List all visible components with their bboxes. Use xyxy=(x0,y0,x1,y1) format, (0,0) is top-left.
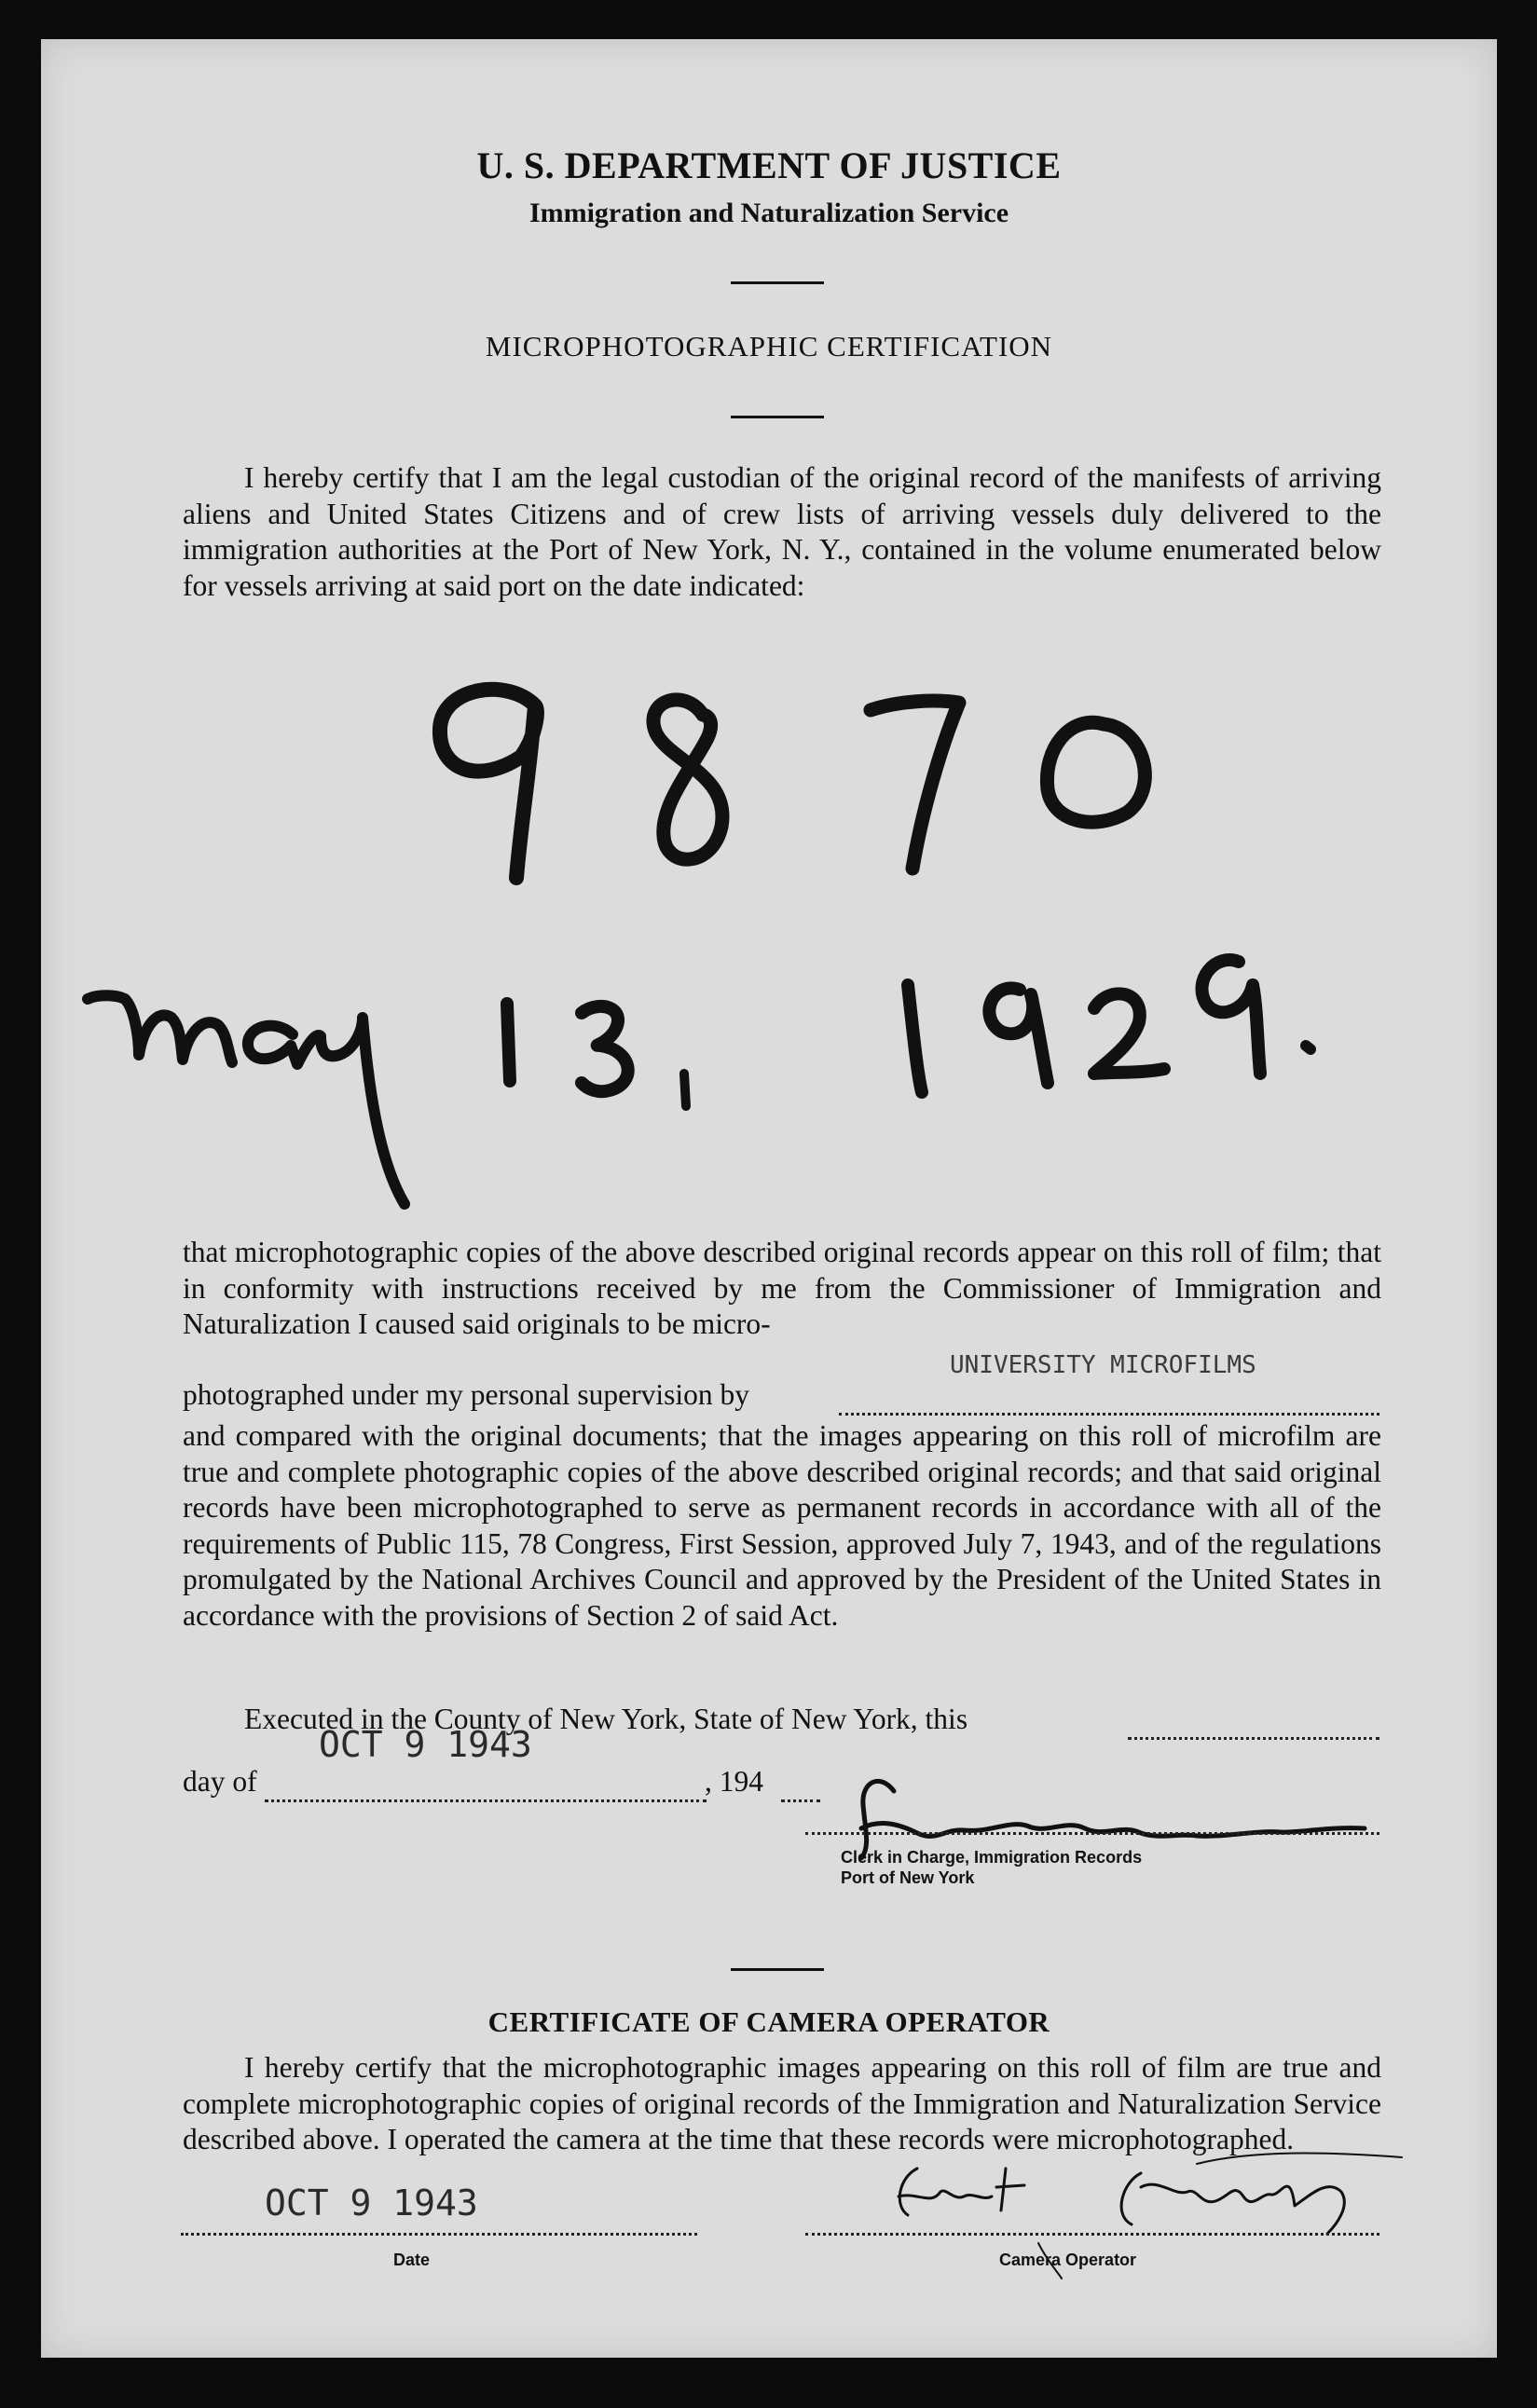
supervision-prefix: photographed under my personal supervision by xyxy=(183,1378,750,1411)
intro-paragraph: I hereby certify that I am the legal custodian of the original record of the manifests of arriving aliens and United States Citizens and of crew lists of arriving vessels duly delivered to the immigration authorities at the Port of New York, N. Y., contained in the volume enumerated below for vessels arriving at said port on the date indicated: xyxy=(183,461,1381,602)
camera-operator-line xyxy=(805,2233,1379,2236)
execution-date-stamp: OCT 9 1943 xyxy=(319,1724,532,1765)
divider xyxy=(731,416,824,418)
executed-text: Executed in the County of New York, State of New York, this xyxy=(244,1703,968,1735)
university-microfilms-stamp: UNIVERSITY MICROFILMS xyxy=(950,1351,1256,1379)
handwritten-volume-and-date xyxy=(41,636,1497,1213)
section-title: MICROPHOTOGRAPHIC CERTIFICATION xyxy=(485,330,1053,363)
divider xyxy=(731,1968,824,1971)
divider xyxy=(731,281,824,284)
dotted-fill-line xyxy=(265,1799,707,1802)
camera-certificate-title: CERTIFICATE OF CAMERA OPERATOR xyxy=(487,2005,1050,2038)
camera-operator-label: Camera Operator xyxy=(999,2251,1137,2269)
certification-body-rest: and compared with the original documents; that the images appearing on this roll of microfilm are true and complete photographic copies of the above described original records; and that said original records have been microphotographed to serve as permanent records in accordance with all of the requirements of Public 115, 78 Congress, First Session, approved July 7, 1943, and of the regulations promulgated by the National Archives Council and approved by the President of the United States in accordance with the provisions of Section 2 of said Act. xyxy=(183,1419,1381,1632)
date-label: Date xyxy=(393,2251,431,2269)
department-title: U. S. DEPARTMENT OF JUSTICE xyxy=(476,144,1062,186)
dotted-fill-line xyxy=(1128,1737,1379,1740)
certificate-page xyxy=(41,39,1497,2358)
service-subtitle: Immigration and Naturalization Service xyxy=(528,198,1009,228)
day-of-label: day of xyxy=(183,1765,257,1798)
dotted-fill-line xyxy=(839,1413,1379,1416)
camera-certificate-paragraph: I hereby certify that the microphotographic images appearing on this roll of film are true and complete microphotographic copies of original records of the Immigration and Naturalization Service described above. I operated the camera at the time that these records were microphotographed. xyxy=(183,2051,1381,2155)
clerk-title-line1: Clerk in Charge, Immigration Records xyxy=(841,1848,1143,1867)
clerk-signature-line xyxy=(805,1832,1379,1835)
year-suffix: , 194 xyxy=(705,1765,763,1798)
clerk-title-line2: Port of New York xyxy=(841,1868,975,1887)
certification-body-lead: that microphotographic copies of the above described original records appear on this roll of film; that in conformity with instructions received by me from the Commissioner of Immigration and Naturalization I caused said originals to be micro- xyxy=(183,1236,1381,1340)
date-line xyxy=(181,2233,697,2236)
camera-date-stamp: OCT 9 1943 xyxy=(265,2182,478,2223)
